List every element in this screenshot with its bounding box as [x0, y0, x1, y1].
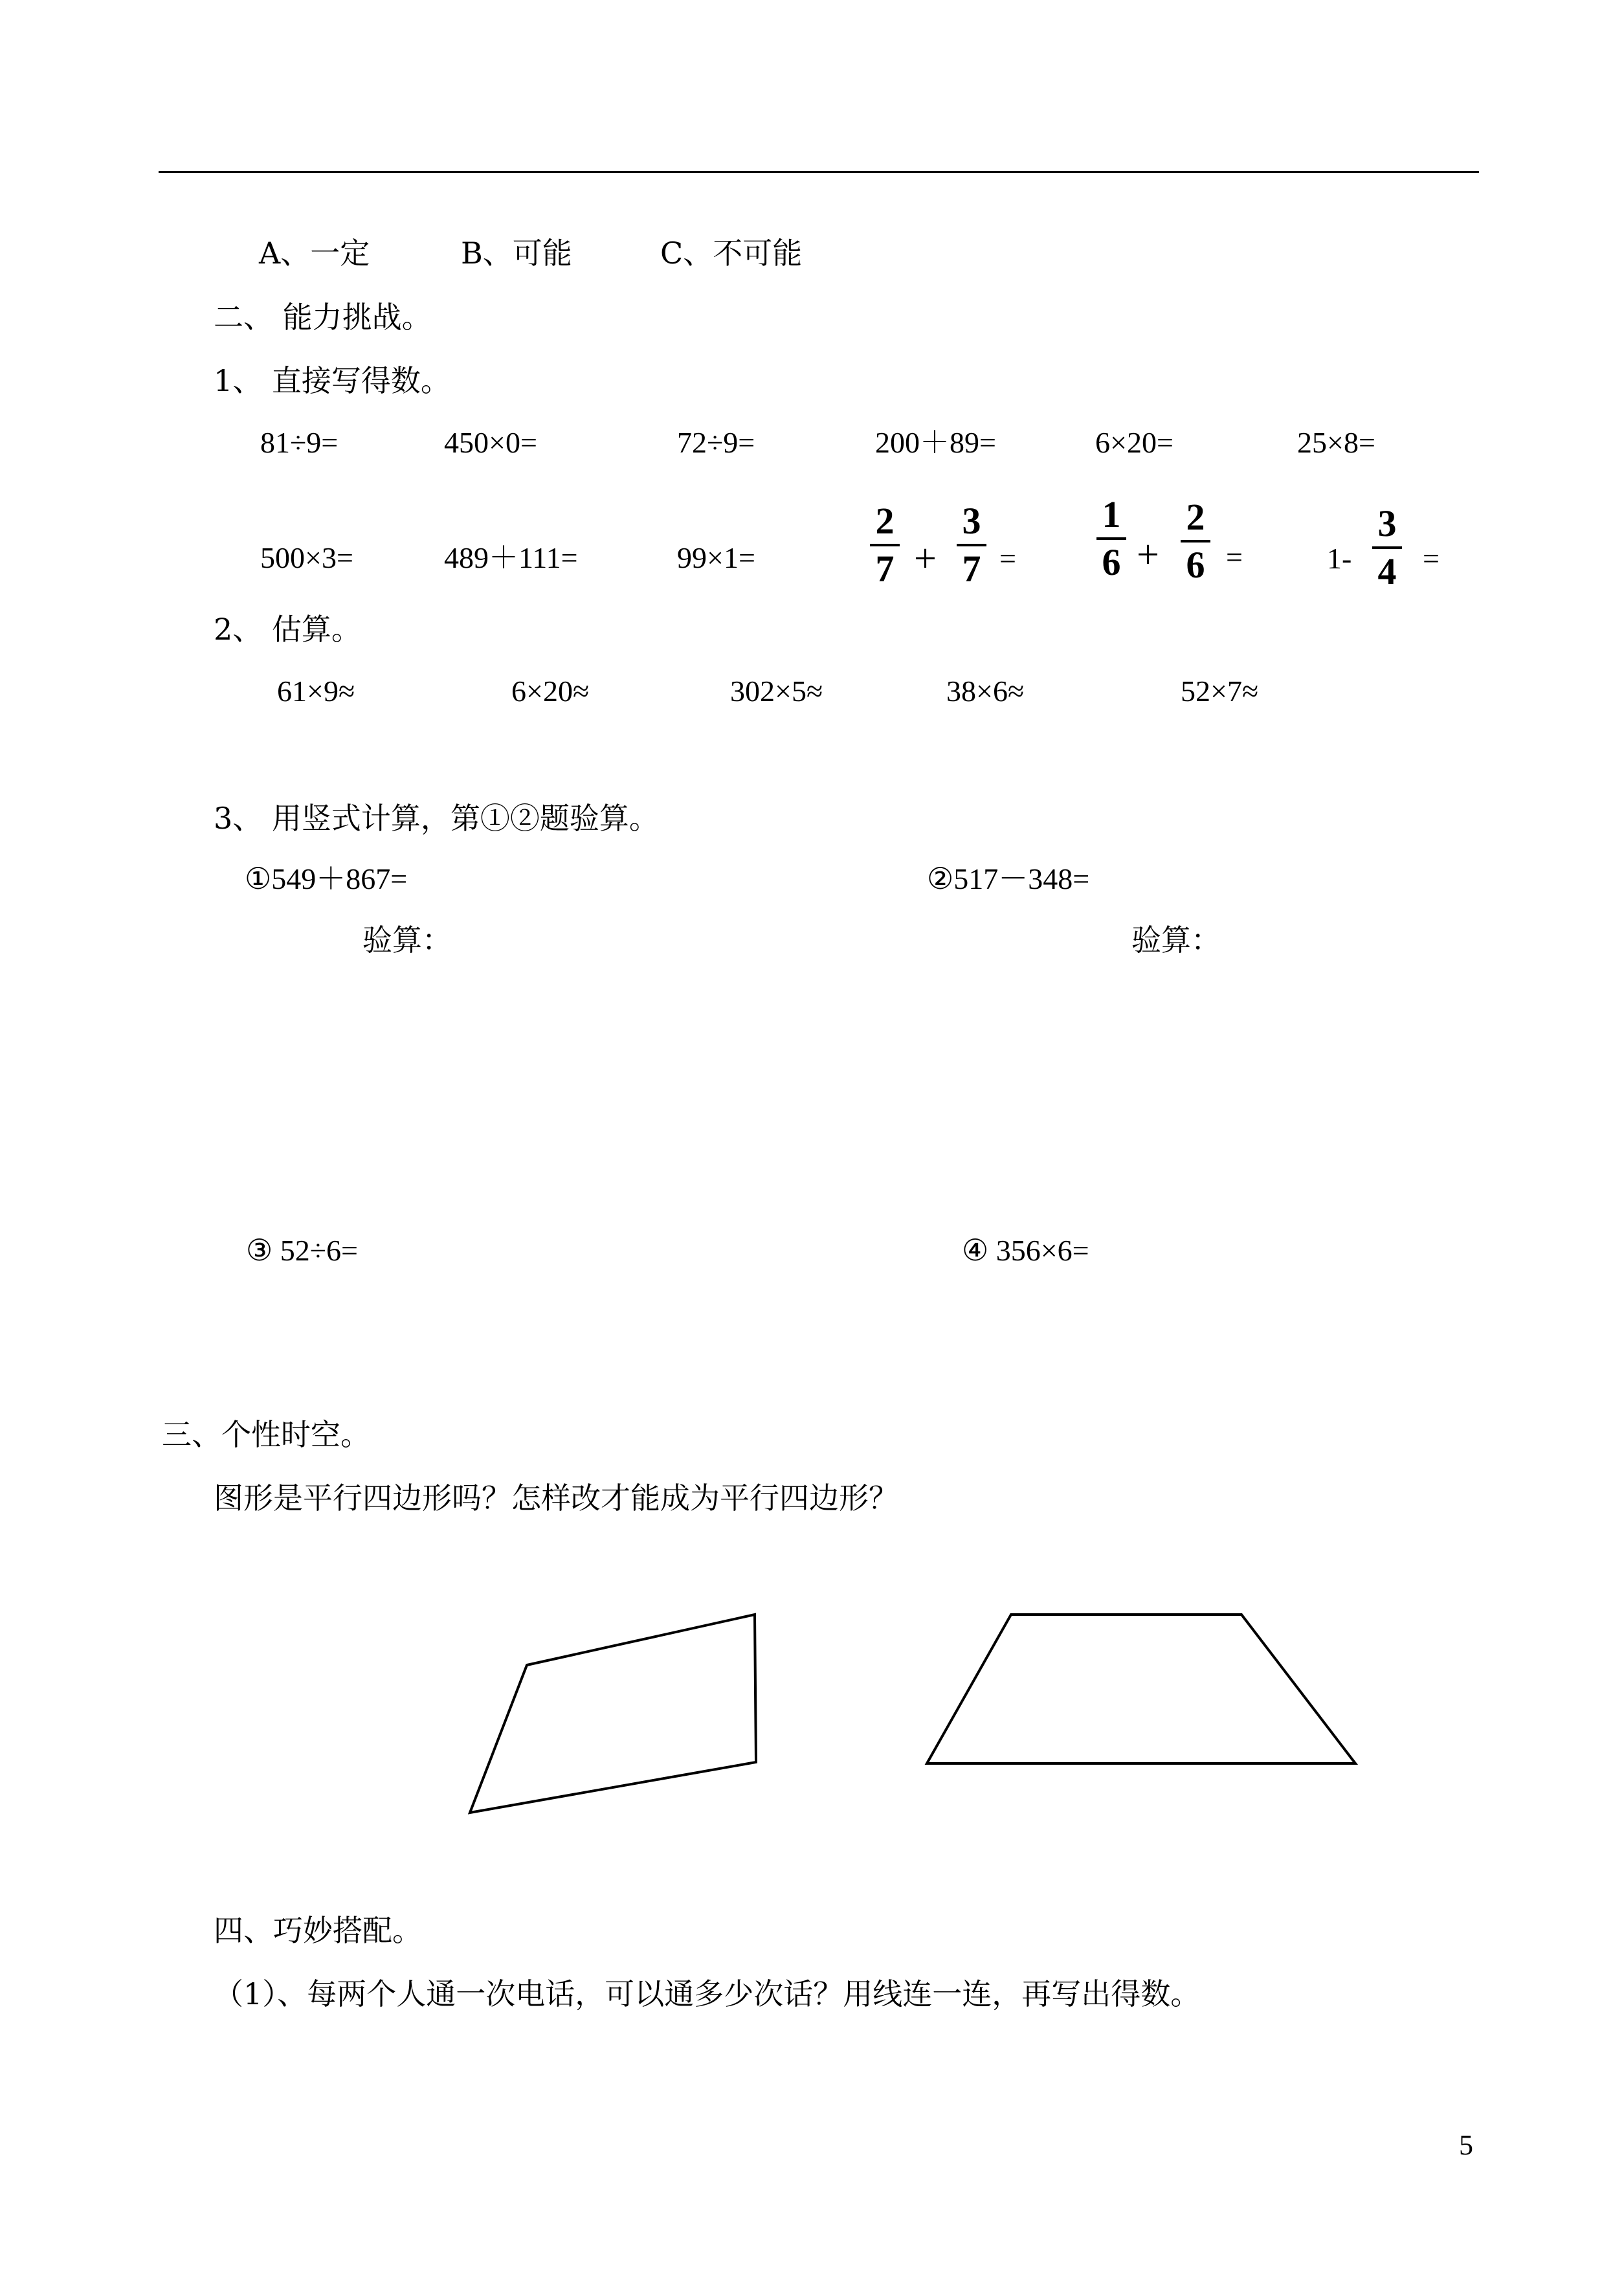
- problem-4: ④ 356×6=: [962, 1234, 1089, 1267]
- calc-item: 200＋89=: [875, 426, 996, 459]
- fraction-numerator: 2: [875, 500, 895, 542]
- calc-item: 6×20=: [1095, 426, 1174, 459]
- irregular-quadrilateral: [470, 1615, 756, 1813]
- one-minus: 1-: [1327, 542, 1352, 575]
- fraction-numerator: 1: [1102, 493, 1121, 535]
- trapezoid: [927, 1615, 1355, 1763]
- equals-sign: =: [1423, 542, 1440, 575]
- calc-item: 489＋111=: [444, 541, 578, 574]
- estimate-item: 302×5≈: [730, 675, 823, 708]
- check-label: 验算：: [1131, 923, 1221, 957]
- section2-title: 二、 能力挑战。: [214, 300, 432, 335]
- calc-item: 99×1=: [677, 541, 755, 574]
- fraction-denominator: 6: [1102, 541, 1121, 583]
- choice-b: B、可能: [461, 236, 572, 271]
- calc-item: 25×8=: [1297, 426, 1375, 459]
- problem-1: ①549＋867=: [245, 862, 408, 895]
- fraction-numerator: 3: [1377, 502, 1397, 544]
- section4-q1: （1）、每两个人通一次电话，可以通多少次话？用线连一连，再写出得数。: [214, 1976, 1201, 2011]
- estimate-item: 61×9≈: [277, 675, 355, 708]
- fraction-denominator: 4: [1377, 550, 1397, 592]
- calc-item: 72÷9=: [677, 426, 755, 459]
- calc-item: 450×0=: [444, 426, 537, 459]
- section3-question: 图形是平行四边形吗？怎样改才能成为平行四边形？: [214, 1481, 898, 1516]
- fraction-numerator: 2: [1186, 496, 1205, 538]
- calc-item: 81÷9=: [260, 426, 339, 459]
- estimate-item: 52×7≈: [1181, 675, 1259, 708]
- problem-3: ③ 52÷6=: [246, 1234, 358, 1267]
- fraction-denominator: 7: [962, 548, 981, 590]
- fraction-denominator: 7: [875, 548, 895, 590]
- problem-2: ②517－348=: [927, 862, 1090, 895]
- section3-title: 三、个性时空。: [162, 1417, 370, 1452]
- estimate-item: 38×6≈: [946, 675, 1025, 708]
- plus-sign: +: [914, 537, 937, 581]
- q2-title: 2、 估算。: [214, 612, 361, 647]
- calc-item: 500×3=: [260, 541, 353, 574]
- fraction-denominator: 6: [1186, 544, 1205, 586]
- choice-c: C、不可能: [660, 236, 803, 271]
- plus-sign: +: [1137, 533, 1159, 577]
- equals-sign: =: [1226, 541, 1243, 574]
- fraction-numerator: 3: [962, 500, 981, 542]
- estimate-item: 6×20≈: [511, 675, 590, 708]
- q1-title: 1、 直接写得数。: [214, 363, 450, 398]
- choice-a: A、一定: [259, 236, 370, 271]
- check-label: 验算：: [362, 923, 452, 957]
- page-number: 5: [1459, 2129, 1473, 2161]
- q3-title: 3、 用竖式计算，第①②题验算。: [214, 801, 659, 836]
- section4-title: 四、巧妙搭配。: [214, 1913, 422, 1948]
- equals-sign: =: [999, 542, 1016, 575]
